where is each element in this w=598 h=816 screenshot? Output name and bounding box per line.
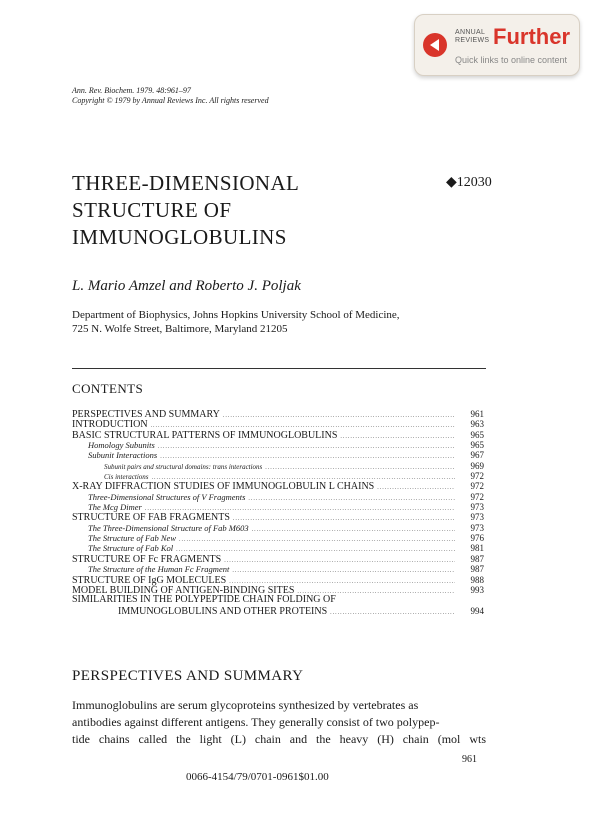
toc-entry-label: Three-Dimensional Structures of V Fragments: [88, 491, 246, 502]
body-line: Immunoglobulins are serum glycoproteins synthesized by vertebrates as: [72, 698, 419, 712]
toc-entry: [72, 471, 484, 481]
further-badge[interactable]: [414, 14, 580, 76]
body-line: antibodies against different antigens. They generally consist of two polypep-: [72, 715, 440, 729]
toc-entry-page: 987: [470, 564, 484, 575]
page-number: 961: [462, 754, 477, 765]
toc-entry: [72, 492, 484, 502]
toc-entry-label: Subunit Interactions: [88, 450, 158, 461]
toc-entry-label: SIMILARITIES IN THE POLYPEPTIDE CHAIN FOLDING OF: [72, 594, 336, 606]
toc-leader-dots: [223, 411, 455, 421]
toc-entry-page: 988: [470, 574, 484, 585]
toc-entry-label: X-RAY DIFFRACTION STUDIES OF IMMUNOGLOBULIN L CHAINS: [72, 481, 375, 493]
title-line-3: IMMUNOGLOBULINS: [72, 225, 287, 249]
toc-entry-label: Subunit pairs and structural domains: trans interactions: [104, 462, 263, 471]
toc-leader-dots: [377, 483, 455, 493]
toc-entry: [72, 564, 484, 574]
toc-entry: [72, 543, 484, 553]
toc-entry: [72, 409, 484, 419]
toc-leader-dots: [233, 514, 455, 524]
toc-entry-page: 973: [470, 522, 484, 533]
toc-entry-label: STRUCTURE OF FAB FRAGMENTS: [72, 512, 230, 524]
further-tagline: Quick links to online content: [455, 55, 568, 65]
toc-entry: [72, 440, 484, 450]
section-heading: PERSPECTIVES AND SUMMARY: [72, 668, 304, 684]
toc-entry: [72, 430, 484, 440]
toc-leader-dots: [224, 556, 455, 566]
citation-journal: Ann. Rev. Biochem. 1979. 48:961–97: [72, 86, 191, 95]
toc-entry-page: 963: [470, 419, 484, 430]
toc-entry-label: Cis interactions: [104, 473, 149, 482]
toc-entry-page: 976: [470, 533, 484, 544]
toc-leader-dots: [158, 442, 455, 452]
toc-entry-page: 973: [470, 502, 484, 513]
toc-leader-dots: [179, 535, 455, 545]
toc-entry-label: MODEL BUILDING OF ANTIGEN-BINDING SITES: [72, 584, 295, 596]
affiliation: [72, 308, 400, 336]
contents-heading: CONTENTS: [72, 381, 144, 396]
annual-reviews-logo-icon: [423, 33, 447, 57]
toc-entry-label: BASIC STRUCTURAL PATTERNS OF IMMUNOGLOBULINS: [72, 429, 338, 441]
toc-entry-page: 993: [470, 584, 484, 595]
toc-entry-label: The Three-Dimensional Structure of Fab M603: [88, 522, 249, 533]
toc-entry: [72, 606, 484, 616]
toc-entry-label: The Mcg Dimer: [88, 502, 142, 513]
toc-entry-label: PERSPECTIVES AND SUMMARY: [72, 409, 220, 420]
toc-entry-page: 969: [470, 460, 484, 471]
toc-leader-dots: [340, 432, 455, 442]
toc-entry-page: 967: [470, 450, 484, 461]
toc-entry: [72, 575, 484, 585]
toc-leader-dots: [232, 566, 455, 576]
toc-leader-dots: [330, 608, 455, 618]
toc-leader-dots: [248, 494, 455, 504]
toc-entry-label: INTRODUCTION: [72, 419, 148, 431]
toc-entry-label: The Structure of Fab Kol: [88, 543, 174, 554]
toc-entry-page: 994: [470, 605, 484, 616]
toc-entry-label: IMMUNOGLOBULINS AND OTHER PROTEINS: [118, 605, 328, 617]
toc-entry: [72, 461, 484, 471]
brand-line-1: ANNUAL: [455, 29, 486, 36]
toc-entry-label: Homology Subunits: [88, 440, 155, 451]
affiliation-line-2: 725 N. Wolfe Street, Baltimore, Maryland 21205: [72, 323, 288, 335]
title-line-1: THREE-DIMENSIONAL: [72, 171, 300, 195]
citation: [72, 86, 269, 106]
toc-leader-dots: [265, 463, 455, 473]
toc-entry-page: 973: [470, 512, 484, 523]
toc-entry: [72, 554, 484, 564]
title-line-2: STRUCTURE OF: [72, 198, 232, 222]
toc-entry: [72, 502, 484, 512]
toc-entry-page: 961: [470, 409, 484, 419]
annual-reviews-wordmark: [455, 29, 489, 45]
toc-leader-dots: [252, 525, 455, 535]
document-id: ◆12030: [446, 175, 492, 190]
toc-entry-page: 987: [470, 553, 484, 564]
toc-entry-page: 972: [470, 481, 484, 492]
toc-entry: [72, 481, 484, 491]
footer-code: 0066-4154/79/0701-0961$01.00: [186, 771, 329, 783]
toc-entry: [72, 419, 484, 429]
toc-entry: [72, 523, 484, 533]
toc-entry-label: The Structure of Fab New: [88, 533, 176, 544]
toc-entry-page: 972: [470, 471, 484, 482]
further-label: Further: [493, 24, 570, 49]
brand-line-2: REVIEWS: [455, 37, 490, 44]
body-line: tide chains called the light (L) chain and the heavy (H) chain (mol wts: [72, 732, 486, 746]
toc-entry-label: STRUCTURE OF Fc FRAGMENTS: [72, 553, 222, 565]
article-title: [72, 170, 299, 251]
table-of-contents: [72, 409, 484, 616]
toc-entry-page: 972: [470, 491, 484, 502]
toc-entry-label: STRUCTURE OF IgG MOLECULES: [72, 574, 227, 586]
body-paragraph: [72, 697, 486, 748]
citation-copyright: Copyright © 1979 by Annual Reviews Inc. All rights reserved: [72, 96, 269, 105]
toc-entry-label: The Structure of the Human Fc Fragment: [88, 564, 230, 575]
toc-entry: [72, 533, 484, 543]
authors: L. Mario Amzel and Roberto J. Poljak: [72, 278, 301, 294]
toc-entry: [72, 450, 484, 460]
divider-rule: [72, 368, 486, 369]
toc-entry-page: 981: [470, 543, 484, 554]
toc-entry: [72, 512, 484, 522]
affiliation-line-1: Department of Biophysics, Johns Hopkins University School of Medicine,: [72, 309, 400, 321]
toc-entry-page: 965: [470, 429, 484, 440]
toc-entry-page: 965: [470, 440, 484, 451]
